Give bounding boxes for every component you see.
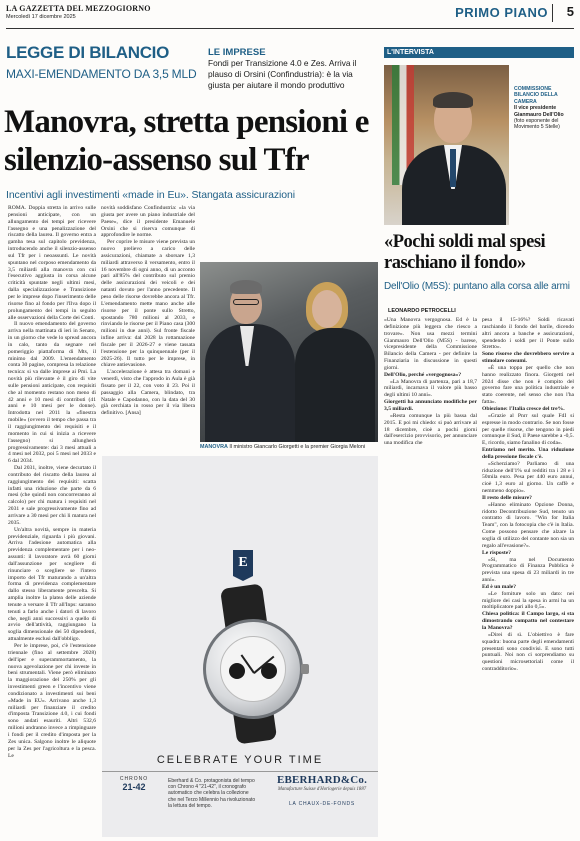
interview-paragraph: «Si, ma nel Documento Programmatico di Finanza Pubblica è prevista una spesa di 23 miliardi in tre anni». <box>482 556 574 584</box>
news-photo <box>200 262 378 442</box>
photo-figure <box>312 290 342 328</box>
watch-advertisement[interactable] <box>102 456 378 837</box>
article-paragraph: Dal 2031, inoltre, viene decurtato il contributo del riscatto della laurea al raggiungimento dei requisiti: scatta infatti una riduzione che parte da 6 mesi (che quindi non concorreranno al calcolo) per chi matura i requisiti nel 2031 e sale progressivamente fino ad arrivare a 30 mesi per chi li matura nel 2035. <box>8 465 96 526</box>
photo-caption-text: Il ministro Giancarlo Giorgetti e la premier Giorgia Meloni <box>229 444 366 450</box>
interview-headline: «Pochi soldi mal spesi raschiano il fondo» <box>384 232 546 273</box>
main-deck: Incentivi agli investimenti «made in Eu». Stangata assicurazioni <box>6 189 295 201</box>
article-column-1 <box>8 205 96 833</box>
interview-paragraph: «La Manovra di partenza, pari a 18,7 miliardi, incarnava il valore più basso degli ultimi 10 anni». <box>384 378 477 399</box>
article-paragraph: Per coprire le misure viene prevista un nuovo prelievo a carico delle assicurazioni, chiamate a sborsare 1,3 miliardi attraverso il versamento, entro il 16 novembre di ogni anno, di un acconto pari all'85% del contributo sul premio delle assicurazioni dei veicoli e dei natanti dovuto per l'anno precedente. Il peso delle risorse dovrebbe ancora al Tfr. L'emendamento mette mano anche alle risorse per il ponte sullo Stretto, spostando 780 milioni al 2033, e rinviando le risorse per il Piano casa (300 milioni in due anni). Sul fronte fiscale infine arriva: dal 2028 la rottamazione fiscale per il 2026-27 e viene tassata l'estensione per la quinquennale (per il 2025-26). Il tutto per le imprese, in chiave antievasione. <box>101 239 195 369</box>
issue-date: Mercoledì 17 dicembre 2025 <box>6 14 76 20</box>
page-number: 5 <box>552 4 574 22</box>
article-paragraph: L'accelerazione è attesa tra domani e venerdì, visto che l'approdo in Aula è già fissato per il 22, con voto il 23. Poi il passaggio alla Camera, blindato, tra Natale e Capodanno, con la data del 30 già cerchiata in rosso per il via libera definitivo. [Ansa] <box>101 369 195 417</box>
side-summary: Fondi per Transizione 4.0 e Zes. Arriva il plauso di Orsini (Confindustria): è la via giusta per aiutare il mondo produttivo <box>208 58 357 90</box>
article-paragraph: novità soddisfano Confindustria: «la via giusta per avere un piano industriale del Paese», dice il presidente Emanuele Orsini che si riserva comunque di approfondire le norme. <box>101 205 195 239</box>
interview-question: Dell'Olio, perché «vergognosa»? <box>384 371 462 378</box>
side-kicker: LE IMPRESE <box>208 47 266 58</box>
interview-paragraph: «Le forniture solo un dato: nei migliore dei casi la spesa in armi ha un moltiplicatore pari allo 0,5». <box>482 590 574 611</box>
brand-badge-icon: E <box>233 550 253 576</box>
interview-paragraph: «Resta comunque la più bassa dal 2015. E poi mi chiedo: si può arrivare al 18 dicembre, cioè a pochi giorni dall'esercizio provvisorio, per annunciare una modifica che <box>384 412 477 447</box>
interview-question: Obiezione: l'Italia cresce del tre%. <box>482 405 565 412</box>
ad-model-line: CHRONO <box>119 776 149 782</box>
interview-question: Giorgetti ha annunciato modifiche per 3,5 miliardi. <box>384 399 477 412</box>
portrait-caption <box>514 86 574 131</box>
interview-question: Ed è un male? <box>482 583 517 590</box>
watch-icon <box>203 619 303 719</box>
newspaper-name: LA GAZZETTA DEL MEZZOGIORNO <box>6 4 151 13</box>
interview-label: L'INTERVISTA <box>384 47 574 58</box>
caption-name: Il vice presidente Gianmauro Dell'Olio <box>514 105 564 118</box>
interviewee-portrait <box>384 65 509 225</box>
watch-subdial <box>229 663 245 679</box>
photo-figure <box>295 328 375 442</box>
interview-column-1 <box>384 317 477 835</box>
caption-role: COMMISSIONE BILANCIO DELLA CAMERA <box>514 86 558 105</box>
watch-dial <box>220 636 286 702</box>
article-paragraph: Un'altra novità, sempre in materia previdenziale, riguarda i più giovani. Arriva l'adesione automatica alla previdenza complementare per i neo-assunti: il lavoratore avrà 60 giorni dall'assunzione per scegliere di rinunciare o scegliere se l'intero importo del Tfr maturando a un'altra forma di previdenza complementare dallo stesso liberamente prescelta. Si amplia inoltre la platea delle aziende tenute a versare il Tfr all'Inps: saranno tenuti a farlo anche i datori di lavoro che, negli anni successivi a quello di avvio dell'attività, raggiungano la soglia dimensionale dei 50 dipendenti, attualmente esclusi dall'obbligo. <box>8 526 96 643</box>
photo-caption-label: MANOVRA <box>200 444 228 450</box>
interview-question: Chiesa politica: il Campo largo, si sta dimostrando compatto nel contestare la Manovra? <box>482 611 574 631</box>
article-paragraph: ROMA. Doppia stretta in arrivo sulle pensioni anticipate, con un allungamento dei tempi per ricevere l'assegno e una penalizzazione del riscatto della laurea. Il governo entra a gamba tesa sul capitolo previdenza, introducendo anche il silenzio-assenso sul Tfr per i neoassunti. Le novità spuntano nel corposo emendamento da 3,5 miliardi alla manovra con cui l'esecutivo aggiusta in corsa alcune criticità spuntate negli ultimi mesi, dalla specializzazione e Transizione per le imprese dopo l'inserimento delle risorse fino al fondo per l'Ilva dopo il prolungamento dei tempi in seguito alle osservazioni della Corte dei Conti. <box>8 205 96 321</box>
ad-model-number: 21-42 <box>122 782 146 792</box>
sub-kicker: MAXI-EMENDAMENTO DA 3,5 MLD <box>6 67 197 81</box>
interview-paragraph: pesa il 15-16%? Soldi ricavati raschiando il fondo del barile, dicendo altri ancora a banche e assicurazioni, spendendo i soldi per il Ponte sullo Stretto». <box>482 317 574 351</box>
interview-question: Sono risorse che dovrebbero servire a stimolare consumi. <box>482 351 574 365</box>
ad-description: Eberhard & Co. protagonista del tempo con Chrono 4 "21-42", il cronografo automatico che celebra la collezione che nel Terzo Millennio ha rivoluzionato la lettura del tempo. <box>168 778 256 809</box>
interview-paragraph: «Una Manovra vergognosa. Ed è la definizione più leggera che riesco a trovare». Non usa mezzi termini Gianmauro Dell'Olio (M5S) - barese, vicepresidente della Commissione Bilancio della Camera - per definire la Finanziaria in discussione in questi giorni. <box>384 317 477 371</box>
ad-slogan: CELEBRATE YOUR TIME <box>156 754 324 766</box>
interview-paragraph: «Grazie al Pnrr sul quale FdI si espresse in modo contrario. Se non fosse per quelle risorse, che tengono in piedi comunque il Sud, il Paese sarebbe a -0,5. E, ricordo, siamo fanalino di coda». <box>482 412 574 447</box>
ad-model <box>110 776 158 792</box>
interview-paragraph: «È una toppa per quello che non hanno realizzato finora. Giorgetti nel 2024 disse che non è compito del governo fare una politica industriale e stato coerente, nel senso che non l'ha fatta». <box>482 364 574 406</box>
section-title: PRIMO PIANO <box>455 5 548 20</box>
masthead <box>6 3 574 29</box>
interview-subheadline: Dell'Olio (M5S): puntano alla corsa alle armi <box>384 281 570 292</box>
brand-city: LA CHAUX-DE-FONDS <box>288 801 356 807</box>
interview-question: Il resto delle misure? <box>482 494 532 501</box>
article-paragraph: Per le imprese, poi, c'è l'estensione triennale (fino al settembre 2028) dell'iper e superammortamento, la nuova agevolazione per chi investe in beni strumentali. Viene però eliminato la maggiorazione del 250% per gli investimenti green e l'incentivo viene condizionato a investimenti sui beni «Made in EU». Arrivano anche 1,3 miliardi per finanziare il credito d'imposta Transizione 4.0, i cui fondi sono andati esauriti. Altri 532,6 milioni andranno invece a rimpinguare i fondi per il credito d'imposta per la Zes unica. Salgono inoltre le aliquote per la Zes per l'agricoltura e la pesca. Le <box>8 643 96 759</box>
brand-tagline: Manufacture Suisse d'Horlogerie depuis 1887 <box>277 787 367 792</box>
interview-question: Entriamo nel merito. Una riduzione della pressione fiscale c'è. <box>482 447 574 460</box>
interview-paragraph: «Scherziamo? Parliamo di una riduzione dell'1% sul redditi tra i 28 e i 50mila euro. Pesa per 440 euro annui, cioè 1,3 euro al giorno. Un caffè e nemmeno doppio». <box>482 460 574 495</box>
ad-divider <box>102 771 378 772</box>
caption-desc: (foto esponente del Movimento 5 Stelle) <box>514 118 560 131</box>
interview-paragraph: «Direi di sì. L'obiettivo è fare squadra: buona parte degli emendamenti presentati sono condivisi. E sono tutti puntuali. Noi non ci sorprendiamo su questioni microsettoriali come il contradditorio». <box>482 631 574 673</box>
brand-logo: EBERHARD&Co. <box>276 774 368 786</box>
portrait-figure <box>433 92 473 108</box>
main-headline: Manovra, stretta pensioni e silenzio-assenso sul Tfr <box>4 104 369 178</box>
kicker: LEGGE DI BILANCIO <box>6 43 170 62</box>
interview-paragraph: «Hanno eliminato Opzione Donna, ridotto Decontribuzione Sud, tenuto un contratto di lavoro. "Win for Italia Team", con la fotocopia che c'è in Italia. Come possono pensare che alzare la soglia di utilizzo del contante non sia un regalo all'evasione?». <box>482 501 574 549</box>
interview-question: Le risposte? <box>482 549 512 556</box>
photo-figure <box>230 280 262 294</box>
byline: LEONARDO PETROCELLI <box>388 308 456 314</box>
article-paragraph: Il nuovo emendamento del governo arriva nella mattinata di ieri in Senato, in un giorno che vede lo spread ancora in calo, tanto da segnare nel pomeriggio piattaforma di Mts, il minimo dal 2009. L'emendamento conta 30 pagine, compresa la relazione tecnica: si va dalle imprese ai Pmi. La novità più rilevante è il giro di vite sulle pensioni anticipate, con requisiti che al momento restano non meno di 42 anni e 10 mesi di contributi (41 anni e 10 mesi per le donne). Introdotta nel 2011 la «finestra mobile» (ovvero il tempo che passa tra il raggiungimento dei requisiti e il momento in cui si inizia a ricevere l'assegno) si allungherà progressivamente: dai 3 mesi attuali a 4 mesi nel 2032, poi 5 mesi nel 2033 e 6 dal 2034. <box>8 321 96 465</box>
photo-figure <box>233 299 259 305</box>
watch-crown <box>301 664 309 674</box>
ad-brand <box>274 774 370 807</box>
photo-caption <box>200 444 378 450</box>
portrait-figure <box>450 149 456 187</box>
interview-column-2 <box>482 317 574 835</box>
